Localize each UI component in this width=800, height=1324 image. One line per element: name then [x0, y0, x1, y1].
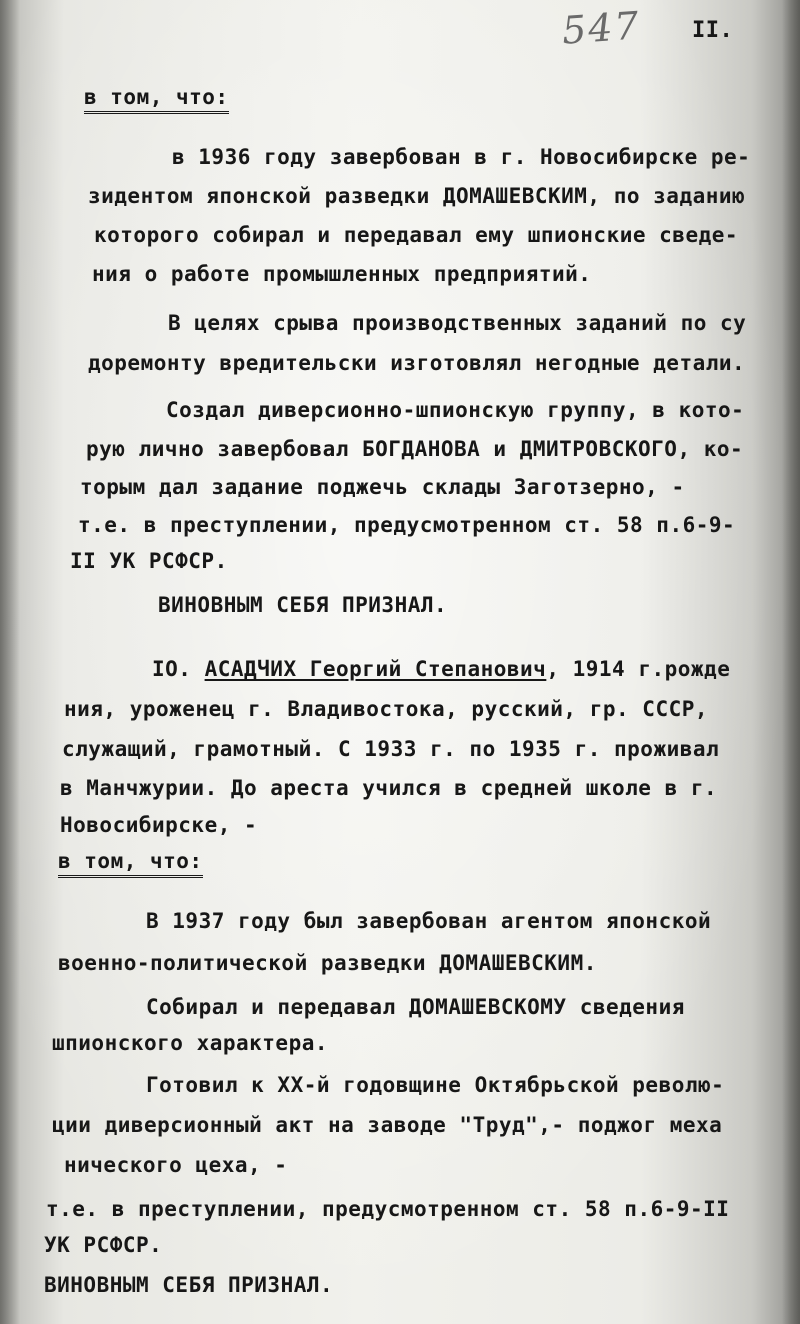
case1-line-6: доремонту вредительски изготовлял негодные детали. [88, 351, 746, 375]
case1-line-5: В целях срыва производственных заданий по су [168, 311, 747, 335]
case2-heading: в том, что: [58, 848, 203, 878]
person10-line-5: Новосибирске, - [60, 813, 258, 837]
person10-birth: , 1914 г.рожде [546, 657, 731, 681]
case1-line-1: в 1936 году завербован в г. Новосибирске ре- [172, 145, 751, 169]
person10-line-3: служащий, грамотный. С 1933 г. по 1935 г. проживал [62, 737, 720, 761]
case1-line-11: II УК РСФСР. [70, 549, 228, 573]
person10-line-2: ния, уроженец г. Владивостока, русский, гр. СССР, [64, 697, 709, 721]
case2-line-9: УК РСФСР. [44, 1233, 163, 1257]
case2-line-6: ции диверсионный акт на заводе "Труд",- поджог меха [52, 1113, 723, 1137]
person10-number: IO. [152, 657, 192, 681]
page-number: II. [692, 18, 734, 43]
case1-heading: в том, что: [84, 84, 229, 114]
case1-line-9: торым дал задание поджечь склады Заготзерно, - [80, 475, 685, 499]
case2-line-7: нического цеха, - [64, 1153, 288, 1177]
case1-line-10: т.е. в преступлении, предусмотренном ст. 58 п.6-9- [78, 513, 736, 537]
case1-verdict: ВИНОВНЫМ СЕБЯ ПРИЗНАЛ. [158, 593, 448, 617]
person10-line-4: в Манчжурии. До ареста учился в средней школе в г. [60, 776, 718, 800]
case2-line-5: Готовил к XX-й годовщине Октябрьской револю- [146, 1073, 725, 1097]
case1-line-2: зидентом японской разведки ДОМАШЕВСКИМ, по заданию [88, 184, 746, 208]
archive-page-mark: 547 [560, 3, 642, 53]
case2-line-4: шпионского характера. [52, 1031, 329, 1055]
case1-line-4: ния о работе промышленных предприятий. [92, 262, 592, 286]
case1-line-7: Создал диверсионно-шпионскую группу, в кото- [166, 398, 745, 422]
case2-verdict: ВИНОВНЫМ СЕБЯ ПРИЗНАЛ. [44, 1273, 334, 1297]
case2-line-8: т.е. в преступлении, предусмотренном ст. 58 п.6-9-II [46, 1197, 730, 1221]
case1-line-3: которого собирал и передавал ему шпионские сведе- [94, 223, 739, 247]
person10-name: АСАДЧИХ Георгий Степанович [204, 657, 547, 681]
case1-line-8: рую лично завербовал БОГДАНОВА и ДМИТРОВСКОГО, ко- [86, 437, 744, 461]
case2-line-2: военно-политической разведки ДОМАШЕВСКИМ. [58, 951, 597, 975]
person10-line-1 [152, 656, 730, 682]
case2-line-3: Собирал и передавал ДОМАШЕВСКОМУ сведения [146, 995, 685, 1019]
case2-line-1: В 1937 году был завербован агентом японской [146, 909, 712, 933]
